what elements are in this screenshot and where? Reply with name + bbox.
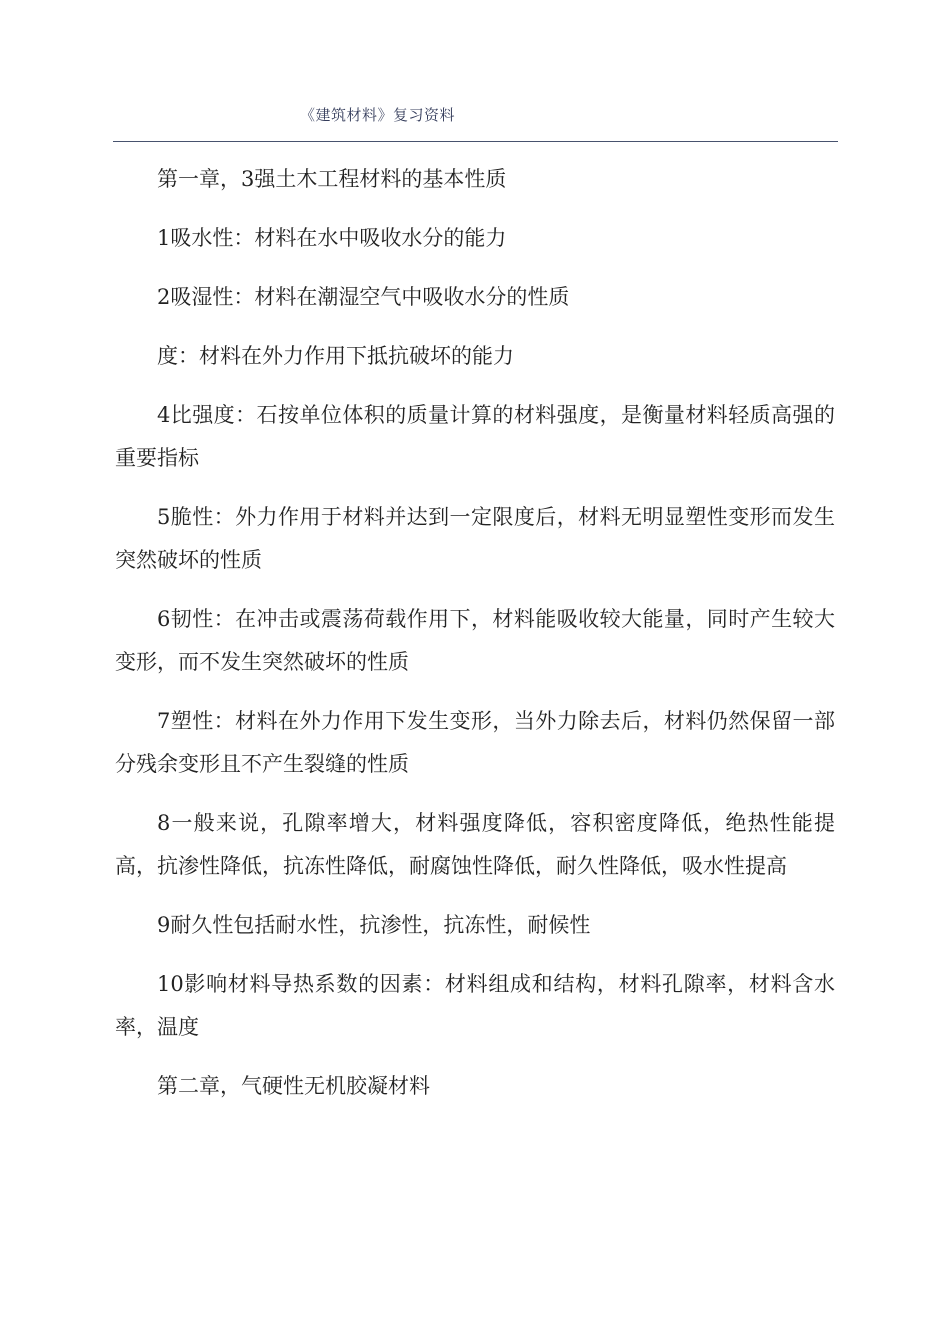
paragraph-water-absorption: 1吸水性：材料在水中吸收水分的能力 [157, 226, 507, 250]
document-body [115, 158, 835, 1124]
paragraph-strength: 度：材料在外力作用下抵抗破坏的能力 [157, 344, 514, 368]
paragraph-durability: 9耐久性包括耐水性，抗渗性，抗冻性，耐候性 [157, 913, 591, 937]
document-header: 《建筑材料》复习资料 [300, 106, 456, 124]
paragraph-porosity-effects: 8一般来说，孔隙率增大，材料强度降低，容积密度降低，绝热性能提高，抗渗性降低，抗冻性降低，耐腐蚀性降低，耐久性降低，吸水性提高 [115, 811, 835, 878]
chapter-1-heading: 第一章，3强土木工程材料的基本性质 [157, 167, 507, 191]
paragraph-toughness: 6韧性：在冲击或震荡荷载作用下，材料能吸收较大能量，同时产生较大变形，而不发生突然破坏的性质 [115, 607, 835, 674]
paragraph-thermal-conductivity: 10影响材料导热系数的因素：材料组成和结构，材料孔隙率，材料含水率，温度 [115, 972, 835, 1039]
header-rule [113, 141, 838, 142]
paragraph-hygroscopicity: 2吸湿性：材料在潮湿空气中吸收水分的性质 [157, 285, 570, 309]
chapter-2-heading: 第二章，气硬性无机胶凝材料 [157, 1074, 430, 1098]
paragraph-brittleness: 5脆性：外力作用于材料并达到一定限度后，材料无明显塑性变形而发生突然破坏的性质 [115, 505, 835, 572]
paragraph-specific-strength: 4比强度：石按单位体积的质量计算的材料强度，是衡量材料轻质高强的重要指标 [115, 403, 835, 470]
paragraph-plasticity: 7塑性：材料在外力作用下发生变形，当外力除去后，材料仍然保留一部分残余变形且不产生裂缝的性质 [115, 709, 835, 776]
